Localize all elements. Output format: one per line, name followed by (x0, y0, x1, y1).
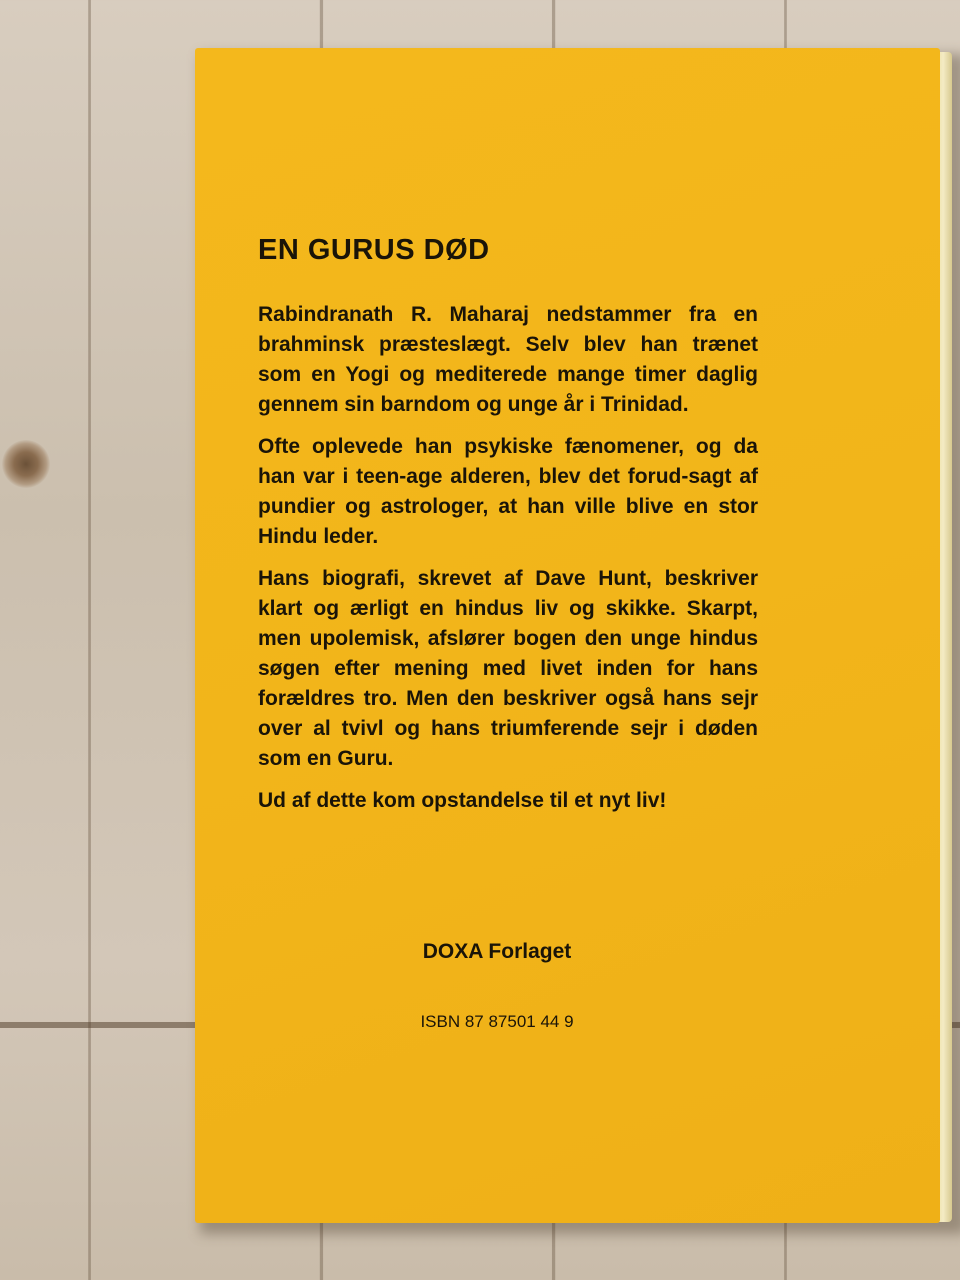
book-title: EN GURUS DØD (258, 234, 490, 266)
wood-knot (2, 440, 50, 488)
blurb-paragraph-4: Ud af dette kom opstandelse til et nyt liv! (258, 789, 667, 812)
isbn-number: ISBN 87 87501 44 9 (420, 1012, 574, 1031)
publisher-name: DOXA Forlaget (422, 940, 572, 963)
blurb-paragraph-1: Rabindranath R. Maharaj nedstammer fra en brahminsk præsteslægt. Selv blev han trænet som en Yogi og mediterede mange timer daglig gennem sin barndom og unge år i Trinidad. (258, 303, 758, 416)
blurb-paragraph-3: Hans biografi, skrevet af Dave Hunt, beskriver klart og ærligt en hindus liv og skikke. Skarpt, men upolemisk, afslører bogen den unge hindus søgen efter mening med livet inden for hans forældres tro. Men den beskriver også hans sejr over al tvivl og hans triumferende sejr i døden som en Guru. (258, 567, 758, 770)
cover-text-block (258, 230, 758, 828)
blurb-paragraph-2: Ofte oplevede han psykiske fænomener, og da han var i teen-age alderen, blev det forud-sagt af pundier og astrologer, at han ville blive en stor Hindu leder. (258, 435, 758, 548)
